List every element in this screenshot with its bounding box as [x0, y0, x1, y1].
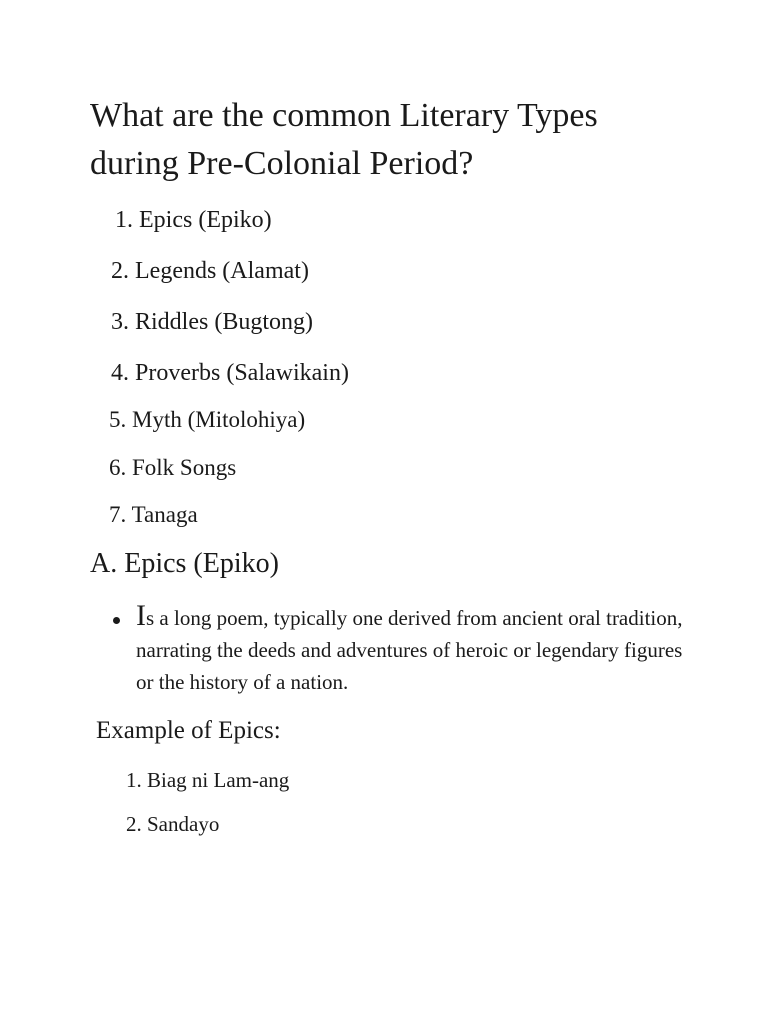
list-item-riddles: 3. Riddles (Bugtong) [111, 309, 313, 335]
example-item-biag-ni-lam-ang: 1. Biag ni Lam-ang [126, 768, 290, 792]
list-item-folk-songs: 6. Folk Songs [109, 455, 237, 480]
list-item-epics: 1. Epics (Epiko) [115, 207, 272, 233]
list-item-proverbs: 4. Proverbs (Salawikain) [111, 360, 349, 386]
bullet-icon [113, 617, 120, 624]
section-heading-epics: A. Epics (Epiko) [90, 548, 279, 579]
page-title: What are the common Literary Types during Pre-Colonial Period? [90, 97, 598, 182]
epic-definition [136, 600, 696, 698]
list-item-myth: 5. Myth (Mitolohiya) [109, 407, 306, 432]
definition-drop-cap: I [136, 599, 146, 632]
examples-heading: Example of Epics: [96, 717, 281, 744]
list-item-legends: 2. Legends (Alamat) [111, 258, 309, 284]
example-item-sandayo: 2. Sandayo [126, 812, 220, 836]
list-item-tanaga: 7. Tanaga [109, 502, 198, 527]
definition-text: s a long poem, typically one derived from ancient oral tradition, narrating the deeds and adventures of heroic or legendary figures or the history of a nation. [136, 606, 683, 694]
